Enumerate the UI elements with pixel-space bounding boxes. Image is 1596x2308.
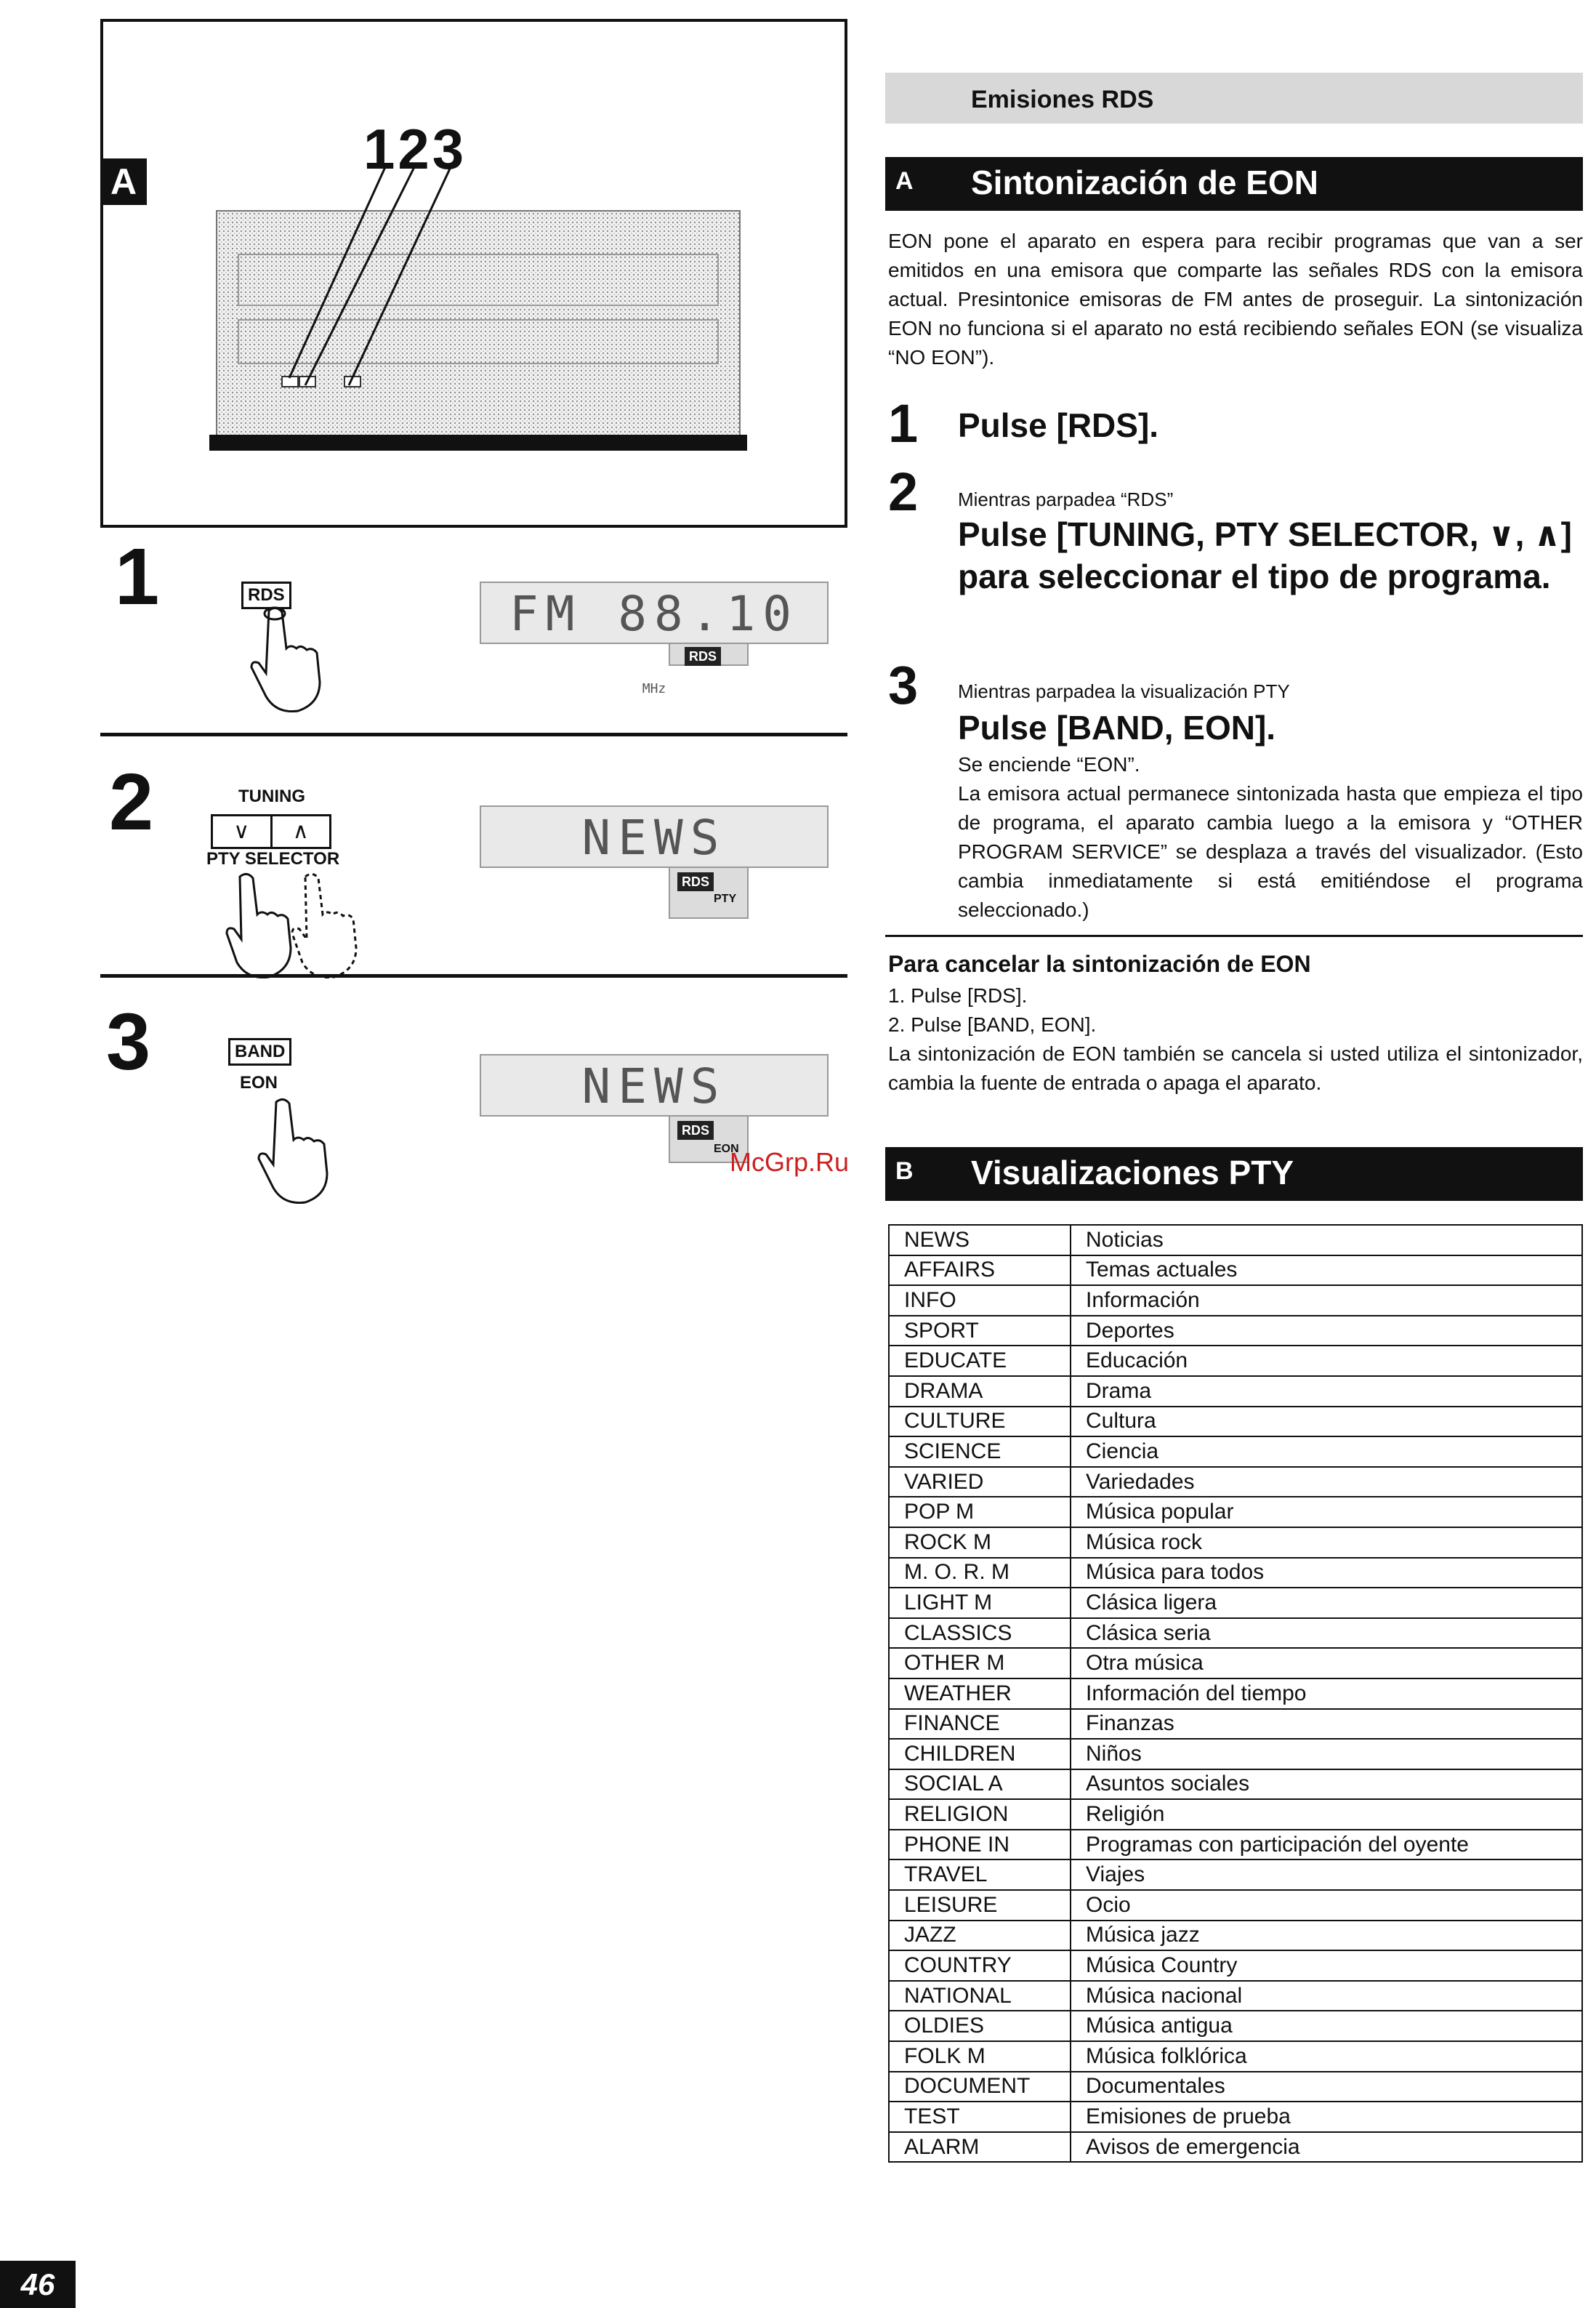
pty-code: SCIENCE	[889, 1436, 1071, 1467]
pty-description: Música jazz	[1071, 1921, 1582, 1951]
callout-numbers: 123	[363, 117, 467, 181]
band-button-illustration: BAND	[228, 1038, 291, 1066]
pty-description: Programas con participación del oyente	[1071, 1830, 1582, 1860]
pty-code: ALARM	[889, 2132, 1071, 2163]
pty-description: Música nacional	[1071, 1981, 1582, 2011]
pty-row	[889, 1316, 1582, 1346]
pty-description: Información del tiempo	[1071, 1678, 1582, 1709]
figure-a-label: A	[100, 158, 147, 205]
pty-row	[889, 1376, 1582, 1407]
pty-description: Clásica ligera	[1071, 1588, 1582, 1618]
pty-code: FINANCE	[889, 1709, 1071, 1740]
figure-step-3-number: 3	[106, 997, 151, 1087]
pty-description: Música antigua	[1071, 2011, 1582, 2041]
pty-description: Noticias	[1071, 1225, 1582, 1255]
step3-display-text: NEWS	[581, 1058, 727, 1114]
step-3-heading: Pulse [BAND, EON].	[958, 709, 1276, 747]
step-1-heading: Pulse [RDS].	[958, 406, 1159, 444]
eon-label: EON	[240, 1073, 278, 1093]
step1-display-unit: MHz	[642, 681, 666, 696]
pty-row	[889, 2102, 1582, 2132]
pty-description: Cultura	[1071, 1407, 1582, 1437]
section-a-title: Sintonización de EON	[971, 164, 1318, 201]
callout-lines	[276, 160, 465, 407]
step3-display	[480, 1054, 829, 1117]
pty-code: WEATHER	[889, 1678, 1071, 1709]
step1-indicator-panel	[669, 643, 749, 666]
pty-description: Información	[1071, 1285, 1582, 1316]
pressing-hand-icon-2	[254, 1095, 342, 1204]
pty-row	[889, 2011, 1582, 2041]
pty-row	[889, 1950, 1582, 1981]
pty-description: Deportes	[1071, 1316, 1582, 1346]
tuning-label: TUNING	[238, 787, 305, 806]
section-a-intro: EON pone el aparato en espera para recibir programas que van a ser emitidos en una emisora que comparte las señales RDS con la emisora actual. Presintonice emisoras de FM antes de proseguir. La sintonización EON no funciona si el aparato no está recibiendo señales EON (se visualiza “NO EON”).	[888, 230, 1583, 369]
step3-rds-indicator: RDS	[677, 1121, 714, 1140]
pty-description: Emisiones de prueba	[1071, 2102, 1582, 2132]
pty-row	[889, 1346, 1582, 1376]
pty-description: Niños	[1071, 1739, 1582, 1769]
step-2-number: 2	[888, 462, 919, 522]
pty-code: LEISURE	[889, 1890, 1071, 1921]
pty-row	[889, 2132, 1582, 2163]
pty-description: Música popular	[1071, 1497, 1582, 1527]
step-3-body-2: La emisora actual permanece sintonizada hasta que empieza el tipo de programa, el aparato cambia luego a la emisora y “OTHER PROGRAM SERVICE” se desplaza a través del visualizador. (Esto cambia inmediatamente si está emitiéndose el programa seleccionado.)	[958, 782, 1583, 921]
cancel-title: Para cancelar la sintonización de EON	[888, 951, 1311, 977]
step2-pty-indicator: PTY	[714, 893, 737, 905]
pty-code: CLASSICS	[889, 1618, 1071, 1649]
pty-code: NATIONAL	[889, 1981, 1071, 2011]
cancel-step-1: 1. Pulse [RDS].	[888, 984, 1028, 1007]
pty-row	[889, 1558, 1582, 1588]
step2-display	[480, 805, 829, 868]
pty-code: ROCK M	[889, 1527, 1071, 1558]
section-a-letter: A	[895, 167, 914, 195]
pty-code: LIGHT M	[889, 1588, 1071, 1618]
pty-description: Educación	[1071, 1346, 1582, 1376]
step2-indicator-panel	[669, 866, 749, 919]
cancel-note: La sintonización de EON también se cancela si usted utiliza el sintonizador, cambia la fuente de entrada o apaga el aparato.	[888, 1042, 1583, 1094]
pty-description: Avisos de emergencia	[1071, 2132, 1582, 2163]
pty-row	[889, 1648, 1582, 1678]
pty-code: M. O. R. M	[889, 1558, 1071, 1588]
pty-code: EDUCATE	[889, 1346, 1071, 1376]
pty-row	[889, 1678, 1582, 1709]
pty-description: Religión	[1071, 1799, 1582, 1830]
pty-code: NEWS	[889, 1225, 1071, 1255]
figure-step-1-number: 1	[115, 532, 160, 622]
pty-row	[889, 1859, 1582, 1890]
pty-description: Variedades	[1071, 1467, 1582, 1497]
section-header-title: Emisiones RDS	[971, 86, 1154, 113]
pty-row	[889, 1255, 1582, 1286]
pty-description: Finanzas	[1071, 1709, 1582, 1740]
cancel-step-2: 2. Pulse [BAND, EON].	[888, 1013, 1097, 1036]
step3-eon-indicator: EON	[714, 1143, 739, 1155]
pty-code: VARIED	[889, 1467, 1071, 1497]
pty-code: DOCUMENT	[889, 2072, 1071, 2102]
pty-row	[889, 1467, 1582, 1497]
pressing-hand-icon	[247, 603, 334, 712]
pty-description: Clásica seria	[1071, 1618, 1582, 1649]
figure-step-2-number: 2	[109, 757, 154, 847]
tuning-down-button: ∨	[213, 816, 273, 847]
figure-divider-1	[100, 733, 847, 736]
step-3-number: 3	[888, 655, 919, 715]
pty-code: CHILDREN	[889, 1739, 1071, 1769]
pty-row	[889, 1618, 1582, 1649]
pty-description: Música para todos	[1071, 1558, 1582, 1588]
pty-description: Temas actuales	[1071, 1255, 1582, 1286]
step1-rds-indicator: RDS	[685, 647, 721, 666]
pty-description: Documentales	[1071, 2072, 1582, 2102]
pty-row	[889, 1799, 1582, 1830]
pty-row	[889, 1709, 1582, 1740]
rds-button-illustration: RDS	[241, 582, 291, 609]
watermark: McGrp.Ru	[730, 1147, 850, 1177]
pressing-hands-icon	[225, 869, 371, 978]
pty-row	[889, 1436, 1582, 1467]
pty-row	[889, 2072, 1582, 2102]
page-number: 46	[0, 2261, 76, 2308]
pty-description: Música rock	[1071, 1527, 1582, 1558]
pty-description: Música folklórica	[1071, 2041, 1582, 2072]
pty-table	[888, 1224, 1583, 2163]
pty-row	[889, 1285, 1582, 1316]
pty-code: CULTURE	[889, 1407, 1071, 1437]
pty-code: OTHER M	[889, 1648, 1071, 1678]
pty-row	[889, 1739, 1582, 1769]
pty-row	[889, 1921, 1582, 1951]
pty-code: COUNTRY	[889, 1950, 1071, 1981]
pty-code: SPORT	[889, 1316, 1071, 1346]
pty-code: OLDIES	[889, 2011, 1071, 2041]
cancel-divider	[885, 935, 1583, 937]
step-1-number: 1	[888, 393, 919, 454]
pty-row	[889, 1890, 1582, 1921]
pty-code: FOLK M	[889, 2041, 1071, 2072]
step-3-body-1: Se enciende “EON”.	[958, 753, 1140, 776]
pty-code: JAZZ	[889, 1921, 1071, 1951]
pty-selector-label: PTY SELECTOR	[206, 849, 340, 869]
step-3-condition: Mientras parpadea la visualización PTY	[958, 680, 1290, 702]
pty-description: Asuntos sociales	[1071, 1769, 1582, 1800]
pty-row	[889, 1527, 1582, 1558]
pty-row	[889, 2041, 1582, 2072]
pty-row	[889, 1830, 1582, 1860]
pty-code: DRAMA	[889, 1376, 1071, 1407]
pty-row	[889, 1407, 1582, 1437]
section-b-letter: B	[895, 1157, 914, 1185]
pty-row	[889, 1588, 1582, 1618]
pty-row	[889, 1981, 1582, 2011]
pty-description: Ciencia	[1071, 1436, 1582, 1467]
figure-divider-2	[100, 974, 847, 978]
pty-description: Drama	[1071, 1376, 1582, 1407]
pty-description: Viajes	[1071, 1859, 1582, 1890]
pty-code: TEST	[889, 2102, 1071, 2132]
step2-rds-indicator: RDS	[677, 872, 714, 891]
pty-description: Otra música	[1071, 1648, 1582, 1678]
step-2-condition: Mientras parpadea “RDS”	[958, 488, 1174, 510]
pty-description: Ocio	[1071, 1890, 1582, 1921]
pty-row	[889, 1225, 1582, 1255]
pty-code: RELIGION	[889, 1799, 1071, 1830]
pty-description: Música Country	[1071, 1950, 1582, 1981]
pty-code: SOCIAL A	[889, 1769, 1071, 1800]
pty-code: INFO	[889, 1285, 1071, 1316]
section-b-title: Visualizaciones PTY	[971, 1154, 1294, 1191]
step-2-heading: Pulse [TUNING, PTY SELECTOR, ∨, ∧] para seleccionar el tipo de programa.	[958, 515, 1572, 595]
step2-display-text: NEWS	[581, 810, 727, 866]
step1-display-text: FM 88.10	[509, 586, 799, 642]
pty-code: POP M	[889, 1497, 1071, 1527]
pty-code: TRAVEL	[889, 1859, 1071, 1890]
tuning-up-button: ∧	[292, 819, 309, 843]
pty-code: PHONE IN	[889, 1830, 1071, 1860]
pty-row	[889, 1497, 1582, 1527]
pty-code: AFFAIRS	[889, 1255, 1071, 1286]
pty-row	[889, 1769, 1582, 1800]
tuning-buttons	[211, 814, 331, 849]
